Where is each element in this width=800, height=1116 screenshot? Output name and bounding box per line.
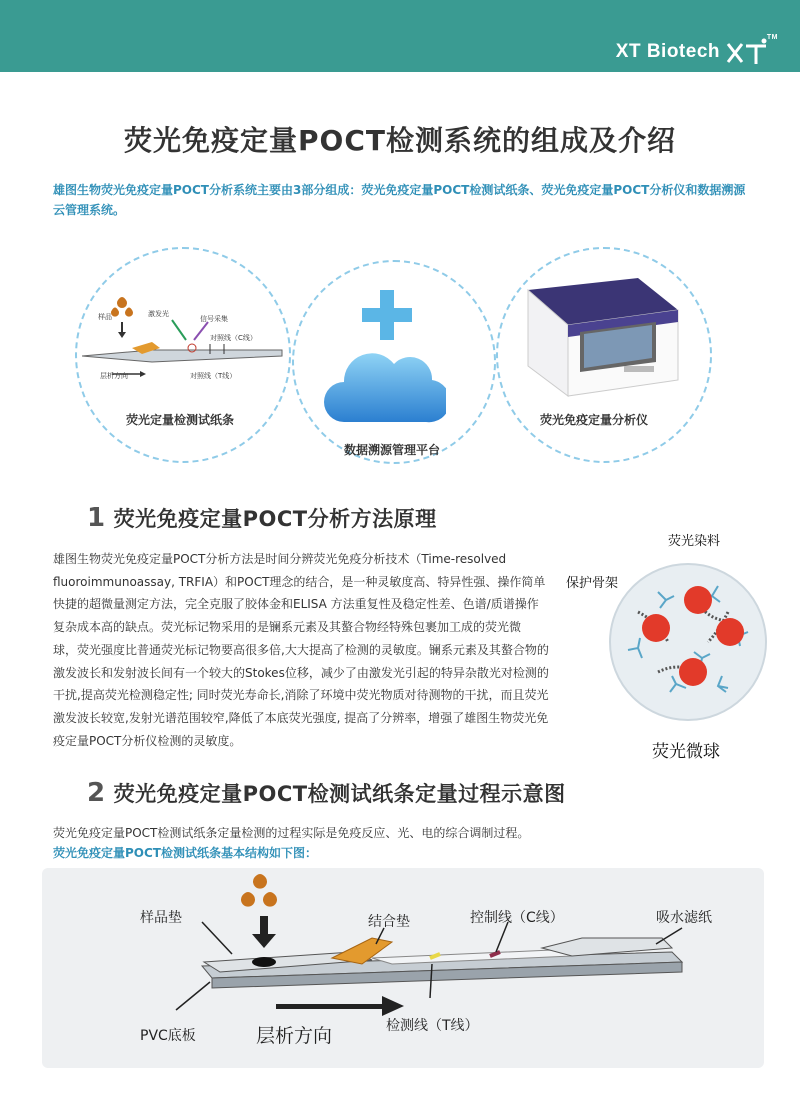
microsphere-illustration	[598, 552, 778, 732]
body-line: 球，荧光强度比普通荧光标记物要高很多倍,大大提高了检测的灵敏度。镧系元素及其螯合物的	[53, 642, 549, 657]
body-line: 激发波长较宽,发射光谱范围较窄,降低了本底荧光强度, 提高了分辨率，增强了雄图生物荧光免	[53, 710, 549, 725]
brand	[615, 34, 778, 66]
analyzer-device-icon	[508, 270, 690, 398]
body-line: fluoroimmunoassay, TRFIA）和POCT理念的结合，是一种灵敏度高、特异性强、操作简单	[53, 574, 546, 589]
section2-title	[87, 778, 566, 808]
body-line: 雄图生物荧光免疫定量POCT分析方法是时间分辨荧光免疫分析技术（Time-resolved	[53, 552, 507, 566]
absorbent-label: 吸水滤纸	[656, 910, 712, 926]
section2-number: 2	[87, 778, 106, 808]
body-line: 快捷的超微量测定方法，完全克服了胶体金和ELISA 方法重复性及稳定性差、色谱/质谱操作	[53, 597, 539, 612]
test-line-label: 检测线（T线）	[386, 1018, 479, 1034]
dye-label: 荧光染料	[668, 534, 721, 549]
mini-excite-label: 激发光	[148, 310, 169, 318]
section1-title-text: 荧光免疫定量POCT分析方法原理	[113, 507, 437, 531]
microsphere-name: 荧光微球	[652, 742, 720, 762]
cloud-icon	[322, 342, 446, 428]
body-line: 激发波长和发射波长间有一个较大的Stokes位移，减少了由激发光引起的特异杂散光对检测的	[53, 665, 549, 680]
page-title: 荧光免疫定量POCT检测系统的组成及介绍	[124, 124, 676, 157]
brand-name: XT Biotech	[615, 41, 720, 62]
skeleton-label: 保护骨架	[566, 576, 619, 591]
pvc-label: PVC底板	[140, 1028, 196, 1044]
conjugate-pad-label: 结合垫	[368, 914, 410, 930]
xt-logo-icon	[726, 34, 778, 66]
control-line-label: 控制线（C线）	[470, 910, 564, 926]
mini-tline-label: 对照线（T线）	[190, 372, 237, 380]
trademark: TM	[766, 34, 778, 41]
section1-body	[53, 548, 563, 752]
section2-desc: 荧光免疫定量POCT检测试纸条定量检测的过程实际是免疫反应、光、电的综合调制过程。	[53, 826, 530, 840]
body-line: 复杂成本高的缺点。荧光标记物采用的是镧系元素及其螯合物经特殊包裹加工成的荧光微	[53, 620, 522, 635]
mini-sample-label: 样品	[98, 313, 112, 321]
analyzer-label: 荧光免疫定量分析仪	[539, 413, 648, 427]
intro-text: 雄图生物荧光免疫定量POCT分析系统主要由3部分组成：荧光免疫定量POCT检测试纸条、荧光免疫定量POCT分析仪和数据溯源云管理系统。	[53, 183, 746, 217]
sample-pad-label: 样品垫	[140, 910, 182, 926]
mini-signal-label: 信号采集	[200, 315, 228, 323]
cloud-label: 数据溯源管理平台	[343, 443, 440, 457]
mini-direction-label: 层析方向	[100, 372, 128, 380]
mini-cline-label: 对照线（C线）	[210, 334, 257, 342]
strip-label: 荧光定量检测试纸条	[125, 413, 234, 427]
section1-number: 1	[87, 503, 106, 533]
body-line: 疫定量POCT分析仪检测的灵敏度。	[53, 733, 242, 748]
section2-title-text: 荧光免疫定量POCT检测试纸条定量过程示意图	[113, 782, 566, 806]
plus-icon	[362, 290, 412, 340]
section2-desc-blue: 荧光免疫定量POCT检测试纸条基本结构如下图：	[53, 846, 317, 860]
direction-label: 层析方向	[256, 1025, 333, 1047]
body-line: 干扰,提高荧光检测稳定性; 同时荧光寿命长,消除了环境中荧光物质对待测物的干扰，而且荧光	[53, 688, 549, 703]
section1-title	[87, 503, 437, 533]
